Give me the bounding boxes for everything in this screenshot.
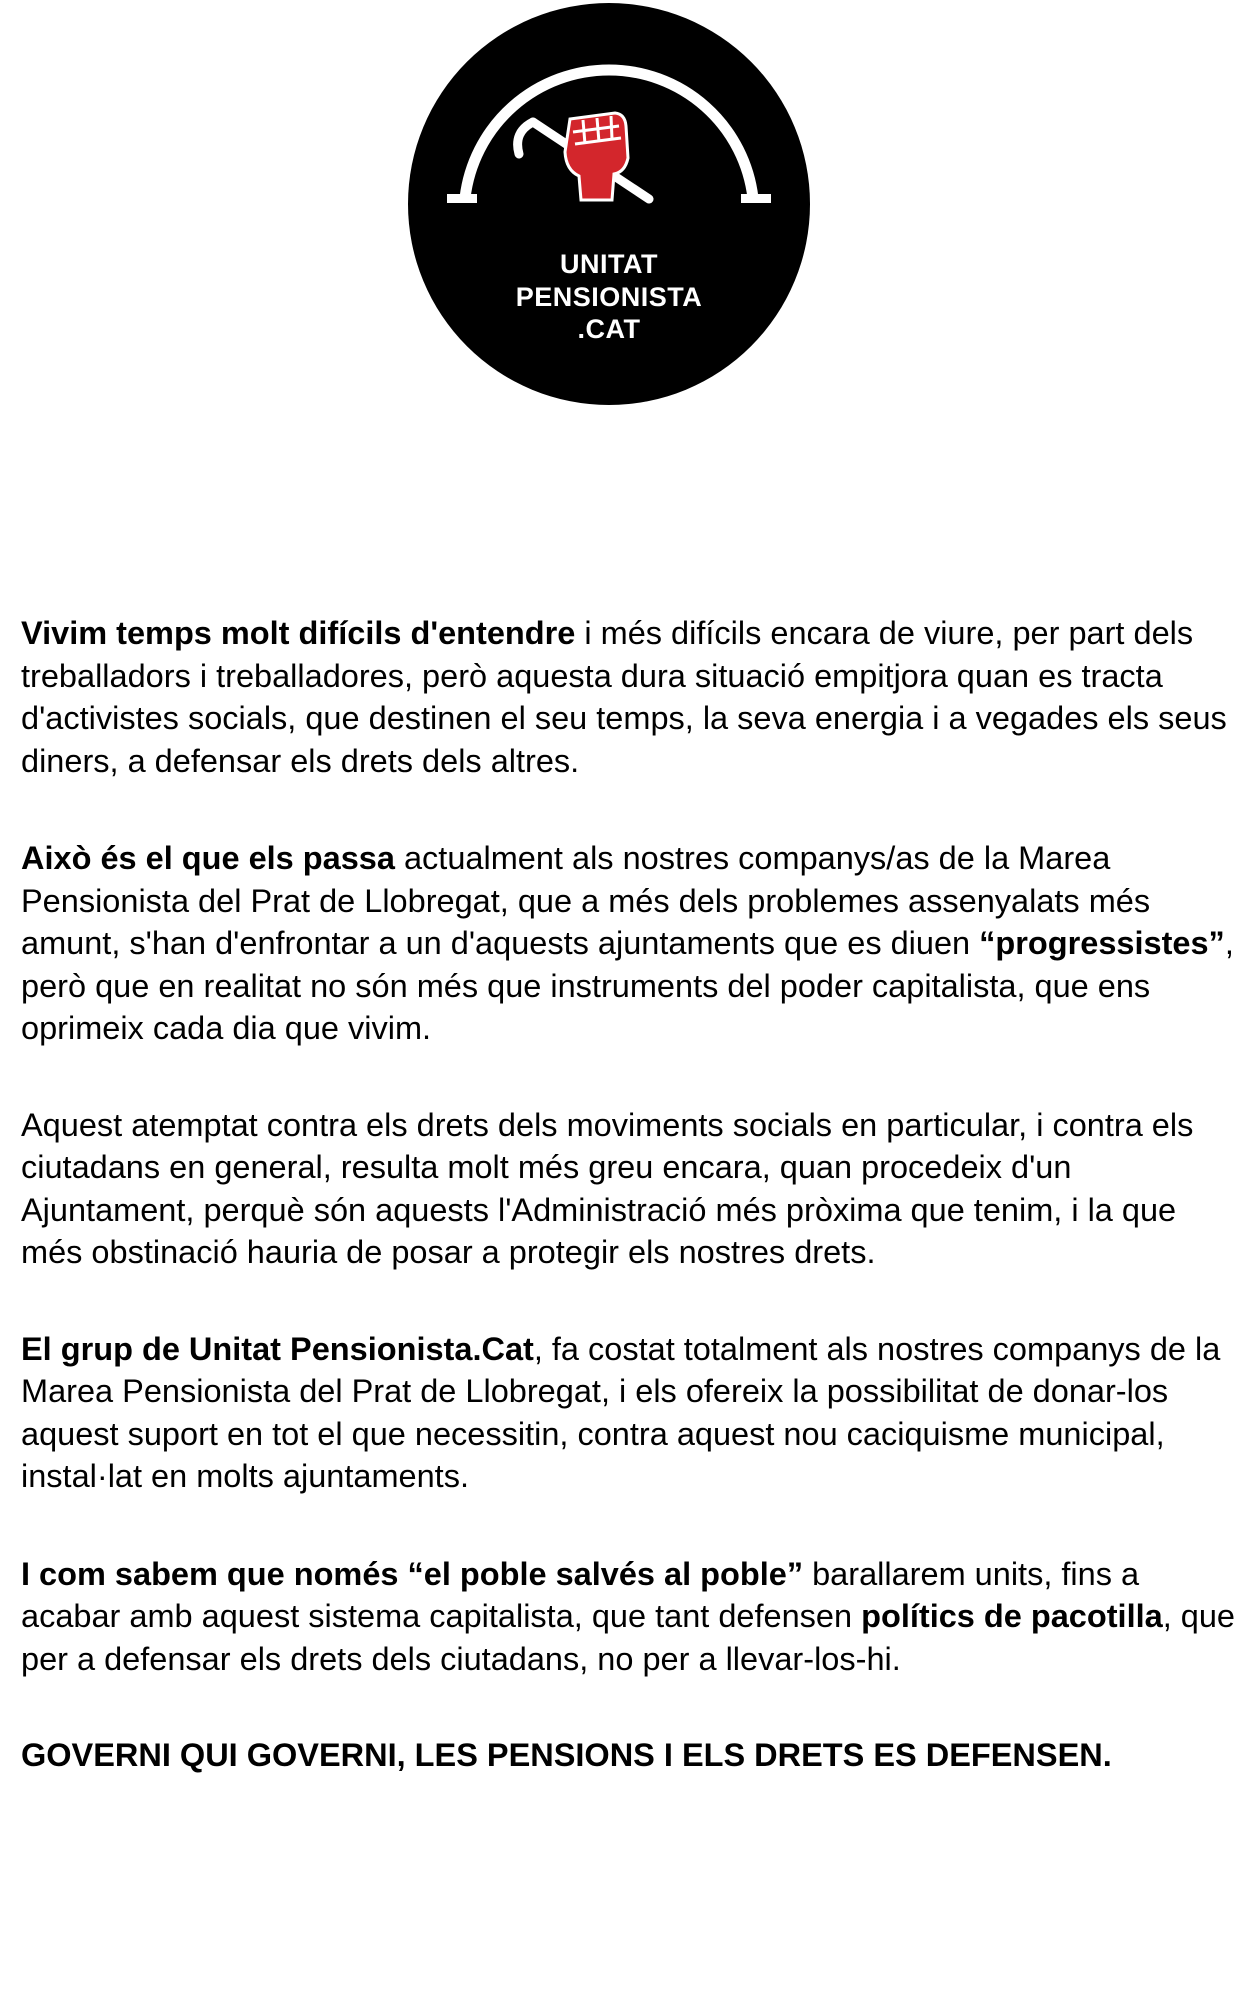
paragraph-5-lead: I com sabem que només “el poble salvés al poble” <box>21 1555 804 1592</box>
paragraph-4-lead: El grup de Unitat Pensionista.Cat <box>21 1330 534 1367</box>
paragraph-5-emphasis: polítics de pacotilla <box>861 1598 1163 1634</box>
closing-slogan-text: GOVERNI QUI GOVERNI, LES PENSIONS I ELS DRETS ES DEFENSEN. <box>21 1737 1112 1773</box>
paragraph-2 <box>21 837 1236 1050</box>
paragraph-2-text-b: , però que en realitat no són més que instruments del poder capitalista, que ens oprimeix cada dia que vivim. <box>21 925 1234 1046</box>
logo-disc <box>408 3 810 405</box>
paragraph-3 <box>21 1104 1236 1274</box>
closing-slogan <box>21 1734 1236 1777</box>
paragraph-2-emphasis: “progressistes” <box>979 925 1225 961</box>
paragraph-2-text-a: actualment als nostres companys/as de la Marea Pensionista del Prat de Llobregat, que a més dels problemes assenyalats més amunt, s'han d'enfrontar a un d'aquests ajuntaments que es diuen <box>21 840 1151 961</box>
paragraph-1-lead: Vivim temps molt difícils d'entendre <box>21 615 576 651</box>
paragraph-5-text-a: barallarem units, fins a acabar amb aquest sistema capitalista, que tant defensen <box>21 1555 1140 1634</box>
paragraph-1 <box>21 612 1236 782</box>
unitat-pensionista-logo <box>407 2 811 406</box>
paragraph-5-text-b: , que per a defensar els drets dels ciutadans, no per a llevar-los-hi. <box>21 1598 1235 1677</box>
paragraph-4-text: , fa costat totalment als nostres companys de la Marea Pensionista del Prat de Llobregat, i els ofereix la possibilitat de donar-los aquest suport en tot el que necessitin, contra aquest nou caciquisme municipal, instal·lat en molts ajuntaments. <box>21 1330 1221 1494</box>
logo-emblem-icon <box>407 2 811 406</box>
paragraph-2-lead: Això és el que els passa <box>21 840 395 876</box>
logo-text-line3: .CAT <box>577 314 641 344</box>
paragraph-3-text: Aquest atemptat contra els drets dels moviments socials en particular, i contra els ciutadans en general, resulta molt més greu encara, quan procedeix d'un Ajuntament, perquè són aquests l'Administració més pròxima que tenim, i la que més obstinació hauria de posar a protegir els nostres drets. <box>21 1106 1194 1270</box>
paragraph-1-text: i més difícils encara de viure, per part dels treballadors i treballadores, però aquesta dura situació empitjora quan es tracta d'activistes socials, que destinen el seu temps, la seva energia i a vegades els seus diners, a defensar els drets dels altres. <box>21 615 1227 779</box>
logo-text-line2: PENSIONISTA <box>515 282 703 312</box>
paragraph-5 <box>21 1553 1236 1681</box>
paragraph-4 <box>21 1328 1236 1498</box>
logo-text-line1: UNITAT <box>560 249 658 279</box>
article-body <box>21 612 1236 1777</box>
